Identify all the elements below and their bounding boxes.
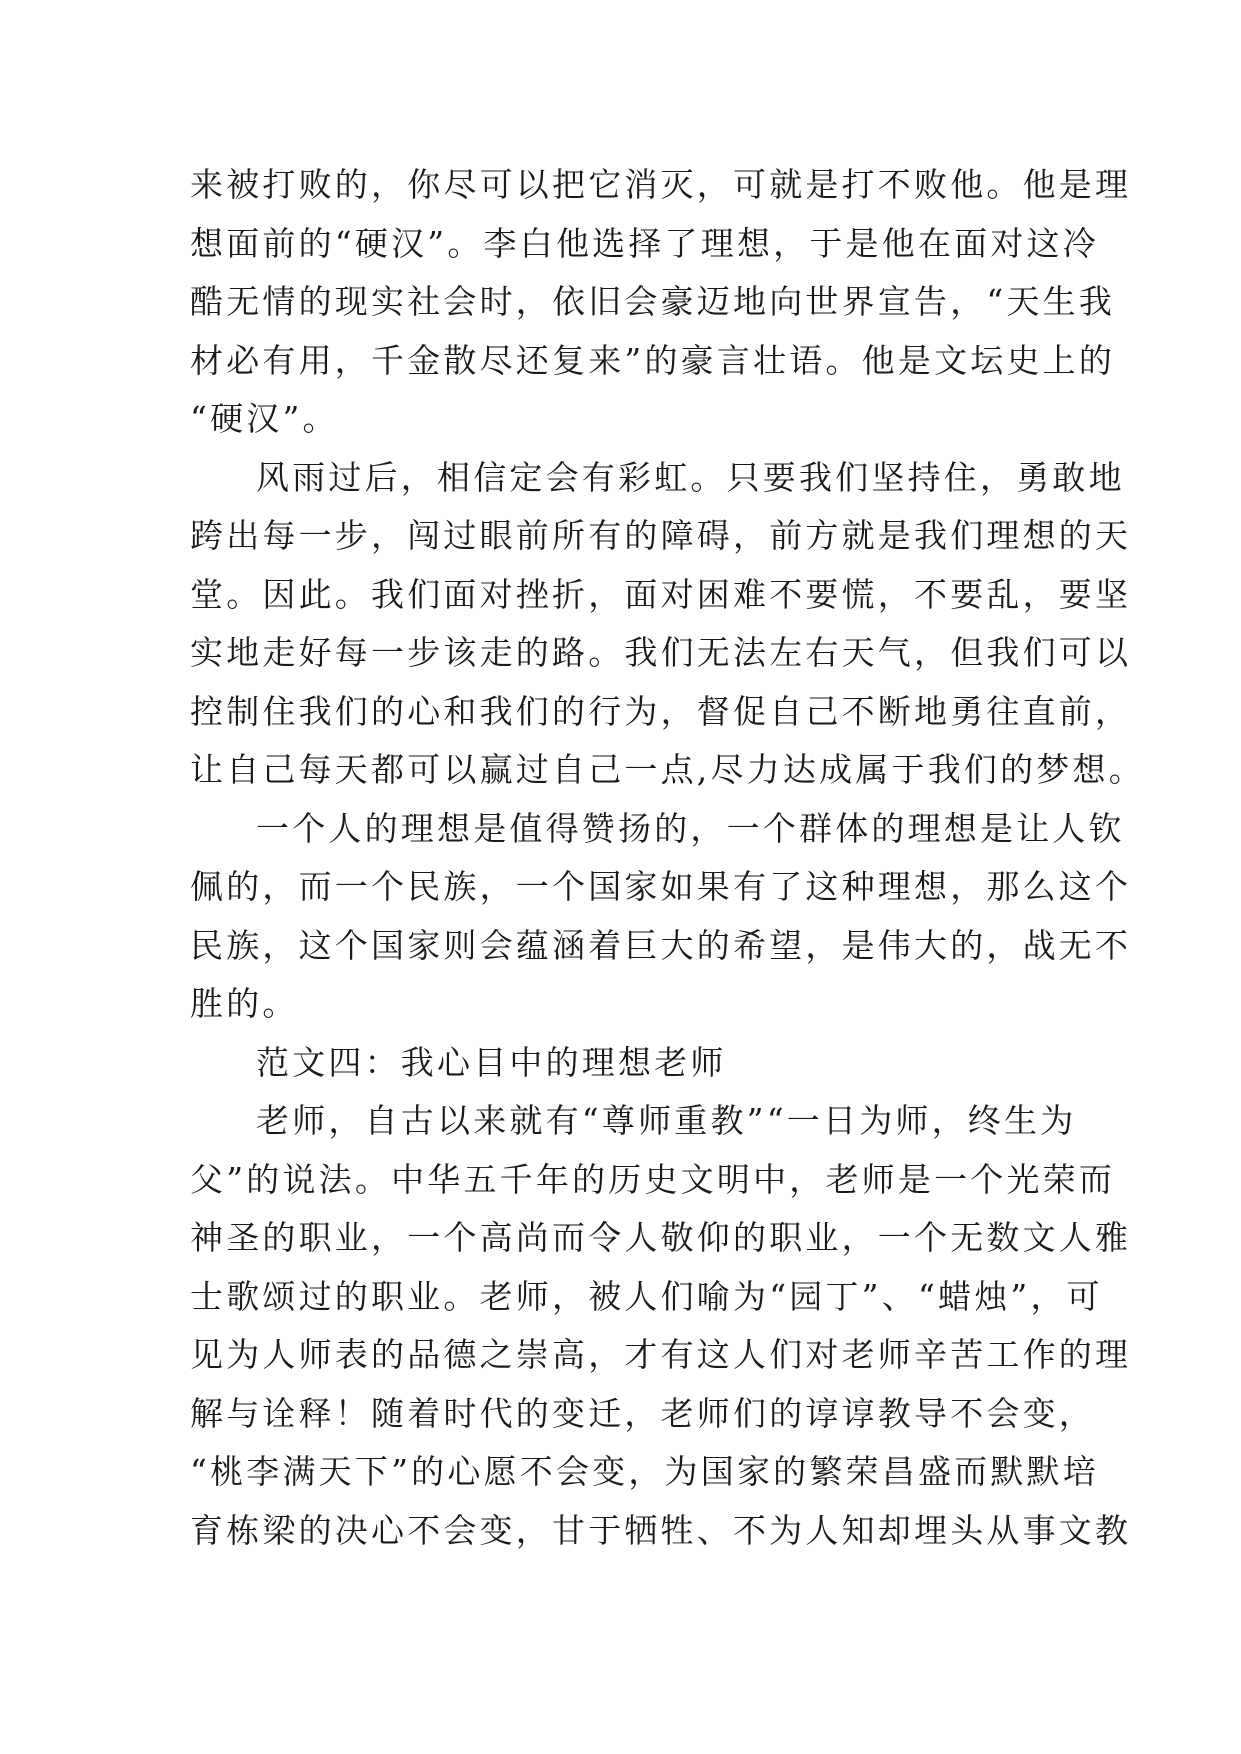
text-line: 来被打败的，你尽可以把它消灭，可就是打不败他。他是理 (190, 165, 1132, 204)
text-line: 神圣的职业，一个高尚而令人敬仰的职业，一个无数文人雅 (190, 1218, 1132, 1257)
text-line: 见为人师表的品德之崇高，才有这人们对老师辛苦工作的理 (190, 1335, 1132, 1374)
text-line: 解与诠释！随着时代的变迁，老师们的谆谆教导不会变， (190, 1393, 1095, 1433)
text-line: 跨出每一步，闯过眼前所有的障碍，前方就是我们理想的天 (190, 516, 1132, 555)
text-line: 士歌颂过的职业。老师，被人们喻为“园丁”、“蜡烛”，可 (190, 1276, 1103, 1316)
text-line: 民族，这个国家则会蕴涵着巨大的希望，是伟大的，战无不 (190, 925, 1132, 965)
text-line: “硬汉”。 (190, 399, 339, 438)
paragraph-first-line: 老师，自古以来就有“尊师重教”“一日为师，终生为 (256, 1101, 1077, 1140)
text-line: 控制住我们的心和我们的行为，督促自己不断地勇往直前， (190, 691, 1132, 731)
text-line: 酷无情的现实社会时，依旧会豪迈地向世界宣告，“天生我 (190, 282, 1116, 321)
paragraph-first-line: 范文四：我心目中的理想老师 (256, 1042, 727, 1082)
text-line: 堂。因此。我们面对挫折，面对困难不要慌，不要乱，要坚 (190, 574, 1132, 614)
text-line: 让自己每天都可以赢过自己一点,尽力达成属于我们的梦想。 (190, 750, 1145, 789)
text-line: 实地走好每一步该走的路。我们无法左右天气，但我们可以 (190, 633, 1132, 672)
document-body (190, 156, 1145, 1560)
paragraph-first-line: 风雨过后，相信定会有彩虹。只要我们坚持住，勇敢地 (256, 457, 1125, 497)
text-line: 胜的。 (190, 984, 299, 1023)
paragraph-first-line: 一个人的理想是值得赞扬的，一个群体的理想是让人钦 (256, 808, 1125, 848)
text-line: 材必有用，千金散尽还复来”的豪言壮语。他是文坛史上的 (190, 340, 1116, 380)
text-line: 父”的说法。中华五千年的历史文明中，老师是一个光荣而 (190, 1159, 1116, 1199)
text-line: “桃李满天下”的心愿不会变，为国家的繁荣昌盛而默默培 (190, 1452, 1099, 1491)
text-line: 想面前的“硬汉”。李白他选择了理想，于是他在面对这冷 (190, 223, 1099, 263)
text-line: 佩的，而一个民族，一个国家如果有了这种理想，那么这个 (190, 867, 1132, 906)
text-line: 育栋梁的决心不会变，甘于牺牲、不为人知却埋头从事文教 (190, 1510, 1132, 1550)
